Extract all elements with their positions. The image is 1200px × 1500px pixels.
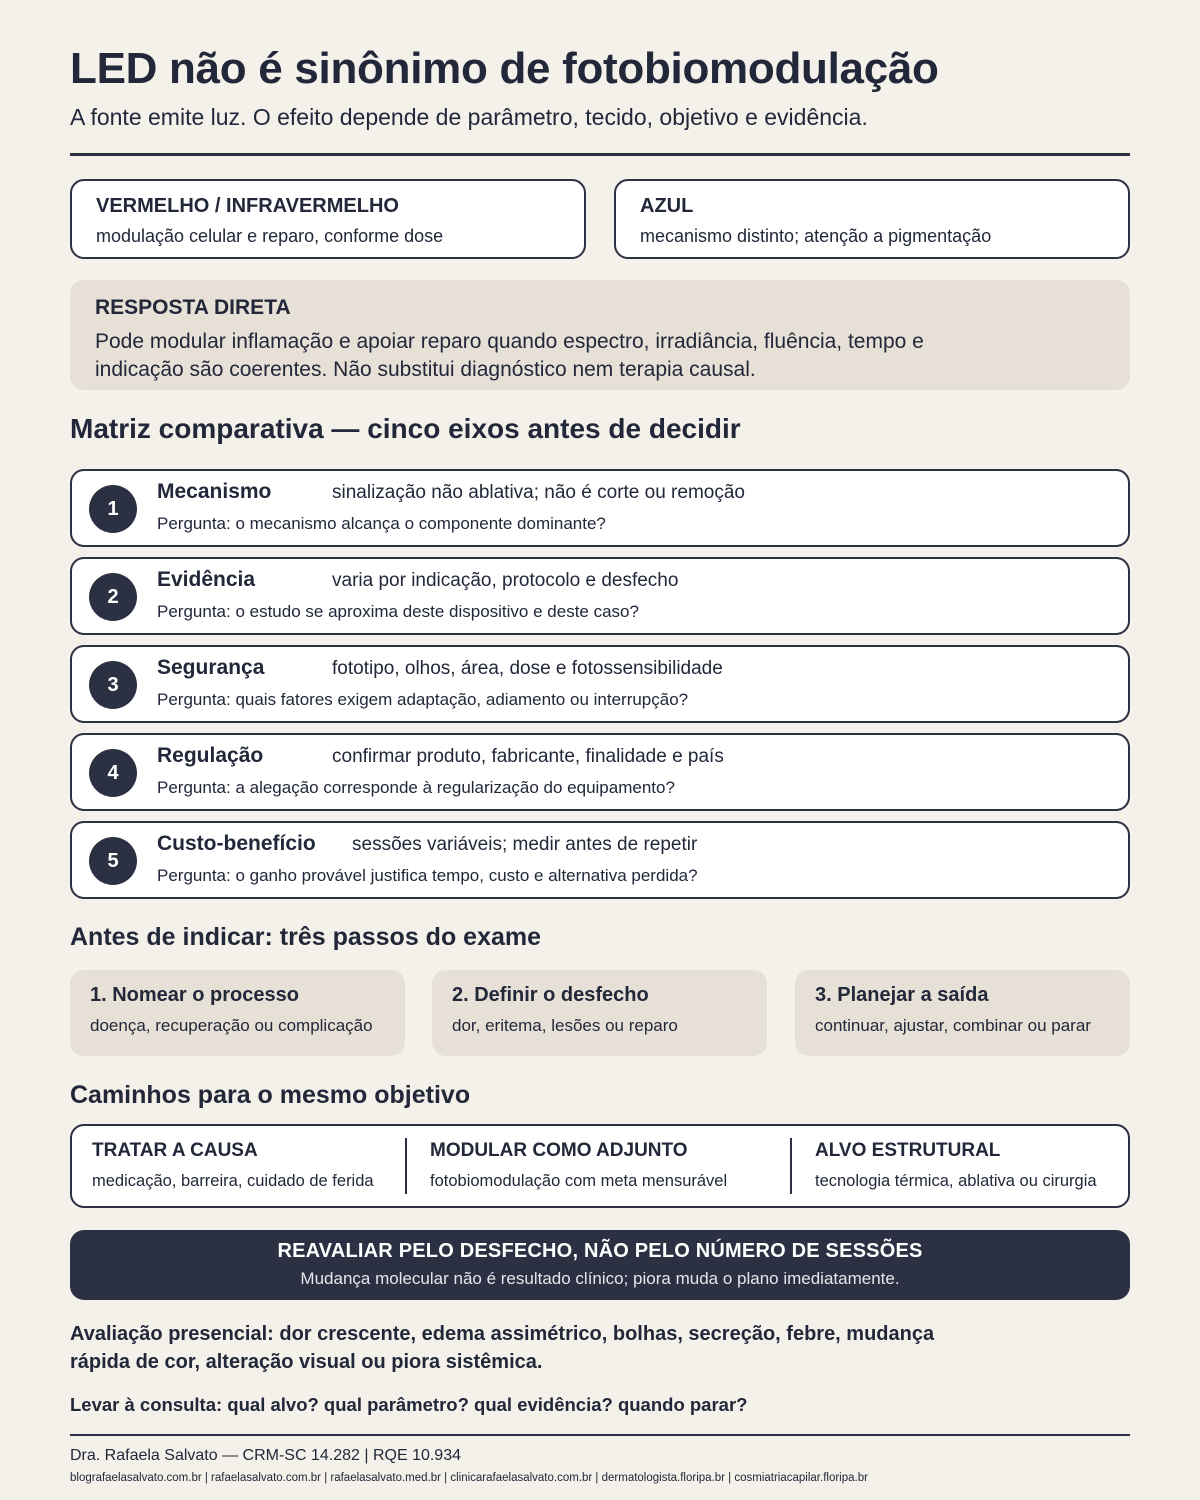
consult-questions: Levar à consulta: qual alvo? qual parâmetro? qual evidência? quando parar? [70, 1394, 748, 1415]
row-axis: Segurança [157, 656, 265, 679]
matrix-heading: Matriz comparativa — cinco eixos antes de decidir [70, 413, 741, 444]
direct-answer-text: Pode modular inflamação e apoiar reparo quando espectro, irradiância, fluência, tempo e indicação são coerentes. Não substitui diagnóstico nem terapia causal. [95, 330, 924, 381]
spectrum-card-red-infrared [70, 179, 586, 259]
column-divider [790, 1138, 792, 1194]
in-person-warning: Avaliação presencial: dor crescente, edema assimétrico, bolhas, secreção, febre, mudança rápida de cor, alteração visual ou piora sistêmica. [70, 1323, 935, 1373]
row-description: sinalização não ablativa; não é corte ou remoção [332, 482, 745, 503]
step-text: dor, eritema, lesões ou reparo [452, 1016, 678, 1035]
row-question: Pergunta: o mecanismo alcança o componente dominante? [157, 514, 606, 533]
step-title: 2. Definir o desfecho [452, 984, 649, 1006]
direct-answer-title: RESPOSTA DIRETA [95, 296, 291, 319]
row-question: Pergunta: quais fatores exigem adaptação, adiamento ou interrupção? [157, 690, 689, 709]
spectrum-card-title: VERMELHO / INFRAVERMELHO [96, 195, 399, 217]
path-title: ALVO ESTRUTURAL [815, 1140, 1001, 1161]
row-number-badge: 4 [89, 749, 137, 797]
banner-text: Mudança molecular não é resultado clínico; piora muda o plano imediatamente. [300, 1269, 900, 1288]
footer-divider [70, 1434, 1130, 1436]
paths-heading: Caminhos para o mesmo objetivo [70, 1081, 471, 1109]
matrix-row [70, 645, 1130, 723]
spectrum-card-title: AZUL [640, 195, 694, 217]
author-credit: Dra. Rafaela Salvato — CRM-SC 14.282 | RQE 10.934 [70, 1447, 461, 1464]
row-axis: Mecanismo [157, 480, 272, 503]
banner-title: REAVALIAR PELO DESFECHO, NÃO PELO NÚMERO DE SESSÕES [277, 1240, 923, 1262]
row-description: varia por indicação, protocolo e desfecho [332, 570, 679, 591]
row-axis: Custo-benefício [157, 832, 316, 855]
row-question: Pergunta: o estudo se aproxima deste dispositivo e deste caso? [157, 602, 639, 621]
website-links: blografaelasalvato.com.br | rafaelasalvato.com.br | rafaelasalvato.med.br | clinicarafaelasalvato.com.br | dermatologista.floripa.br | cosmiatriacapilar.floripa.br [70, 1472, 868, 1484]
step-card [432, 970, 767, 1056]
matrix-row [70, 469, 1130, 547]
row-number-badge: 3 [89, 661, 137, 709]
step-text: doença, recuperação ou complicação [90, 1016, 373, 1035]
step-title: 1. Nomear o processo [90, 984, 299, 1006]
spectrum-card-text: mecanismo distinto; atenção a pigmentação [640, 226, 992, 246]
row-question: Pergunta: a alegação corresponde à regularização do equipamento? [157, 778, 675, 797]
steps-heading: Antes de indicar: três passos do exame [70, 923, 542, 951]
matrix-row [70, 821, 1130, 899]
path-title: MODULAR COMO ADJUNTO [430, 1140, 688, 1161]
row-description: confirmar produto, fabricante, finalidade e país [332, 746, 724, 767]
matrix-row [70, 733, 1130, 811]
step-card [70, 970, 405, 1056]
path-item [815, 1126, 1097, 1206]
row-description: sessões variáveis; medir antes de repetir [352, 834, 698, 855]
step-card [795, 970, 1130, 1056]
row-axis: Regulação [157, 744, 264, 767]
path-text: fotobiomodulação com meta mensurável [430, 1172, 728, 1190]
divider [70, 153, 1130, 156]
page-subtitle: A fonte emite luz. O efeito depende de parâmetro, tecido, objetivo e evidência. [70, 104, 868, 130]
paths-panel [70, 1124, 1130, 1208]
path-item [430, 1126, 727, 1206]
row-number-badge: 5 [89, 837, 137, 885]
column-divider [405, 1138, 407, 1194]
step-title: 3. Planejar a saída [815, 984, 989, 1006]
path-text: medicação, barreira, cuidado de ferida [92, 1172, 374, 1190]
row-question: Pergunta: o ganho provável justifica tempo, custo e alternativa perdida? [157, 866, 698, 885]
path-text: tecnologia térmica, ablativa ou cirurgia [815, 1172, 1097, 1190]
page-title: LED não é sinônimo de fotobiomodulação [70, 44, 939, 93]
row-number-badge: 2 [89, 573, 137, 621]
direct-answer-panel [70, 280, 1130, 390]
row-description: fototipo, olhos, área, dose e fotossensibilidade [332, 658, 723, 679]
path-item [92, 1126, 374, 1206]
path-title: TRATAR A CAUSA [92, 1140, 258, 1161]
matrix-row [70, 557, 1130, 635]
row-number-badge: 1 [89, 485, 137, 533]
step-text: continuar, ajustar, combinar ou parar [815, 1016, 1091, 1035]
reassess-banner [70, 1230, 1130, 1300]
row-axis: Evidência [157, 568, 256, 591]
spectrum-card-text: modulação celular e reparo, conforme dose [96, 226, 444, 246]
spectrum-card-blue [614, 179, 1130, 259]
